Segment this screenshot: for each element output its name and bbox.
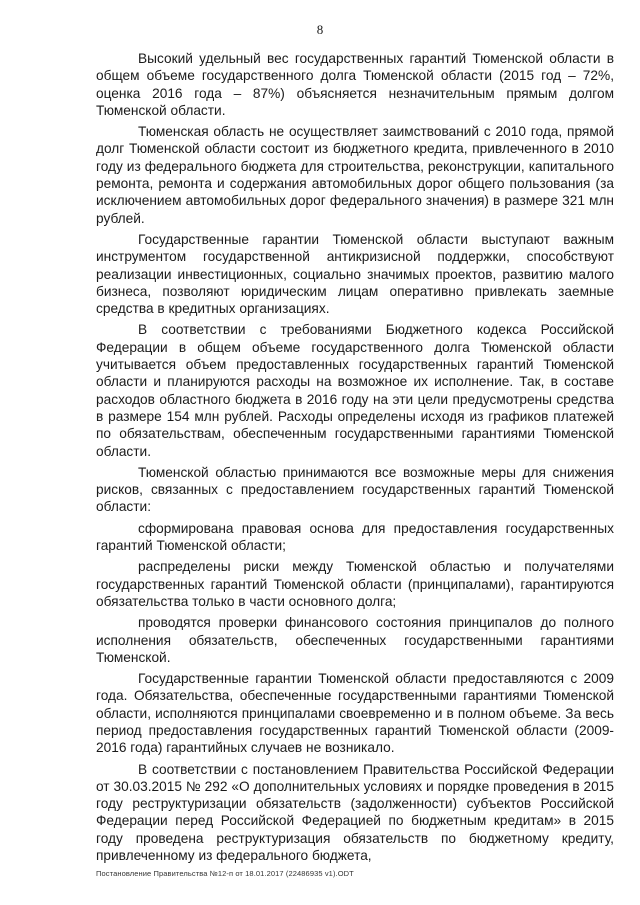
paragraph: В соответствии с требованиями Бюджетного кодекса Российской Федерации в общем объеме государственного долга Тюменской области учитывается объем предоставленных государственных гарантий Тюменской области и планируются расходы на возможное их исполнение. Так, в составе расходов областного бюджета в 2016 году на эти цели предусмотрены средства в размере 154 млн рублей. Расходы определены исходя из графиков платежей по обязательствам, обеспеченным государственными гарантиями Тюменской области.	[96, 322, 614, 459]
paragraph: Высокий удельный вес государственных гарантий Тюменской области в общем объеме государственного долга Тюменской области (2015 год – 72%, оценка 2016 года – 87%) объясняется незначительным прямым долгом Тюменской области.	[96, 51, 614, 118]
page-number: 8	[316, 22, 324, 37]
list-item: сформирована правовая основа для предоставления государственных гарантий Тюменской области;	[96, 520, 614, 554]
paragraph: В соответствии с постановлением Правительства Российской Федерации от 30.03.2015 № 292 «О дополнительных условиях и порядке проведения в 2015 году реструктуризации обязательств (задолженности) субъектов Российской Федерации перед Российской Федерацией по бюджетным кредитам» в 2015 году проведена реструктуризация обязательств по бюджетному кредиту, привлеченному из федерального бюджета,	[96, 761, 614, 864]
paragraph: Тюменская область не осуществляет заимствований с 2010 года, прямой долг Тюменской области состоит из бюджетного кредита, привлеченного в 2010 году из федерального бюджета для строительства, реконструкции, капитального ремонта, ремонта и содержания автомобильных дорог общего пользования (за исключением автомобильных дорог федерального значения) в размере 321 млн рублей.	[96, 124, 614, 226]
paragraph: Государственные гарантии Тюменской области предоставляются с 2009 года. Обязательства, обеспеченные государственными гарантиями Тюменской области, исполняются принципалами своевременно и в полном объеме. За весь период предоставления государственных гарантий Тюменской области (2009-2016 года) гарантийных случаев не возникало.	[96, 671, 614, 756]
paragraph: Государственные гарантии Тюменской области выступают важным инструментом государственной антикризисной поддержки, способствуют реализации инвестиционных, социально значимых проектов, развитию малого бизнеса, позволяют юридическим лицам оперативно привлекать заемные средства в кредитных организациях.	[96, 231, 614, 317]
document-body	[96, 50, 614, 868]
list-item: проводятся проверки финансового состояния принципалов до полного исполнения обязательств, обеспеченных государственными гарантиями Тюменской.	[96, 615, 614, 665]
document-footer: Постановление Правительства №12-п от 18.01.2017 (22486935 v1).ODT	[96, 869, 354, 878]
list-item: распределены риски между Тюменской областью и получателями государственных гарантий Тюменской области (принципалами), гарантируются обязательства только в части основного долга;	[96, 559, 614, 609]
paragraph: Тюменской областью принимаются все возможные меры для снижения рисков, связанных с предоставлением государственных гарантий Тюменской области:	[96, 464, 614, 515]
